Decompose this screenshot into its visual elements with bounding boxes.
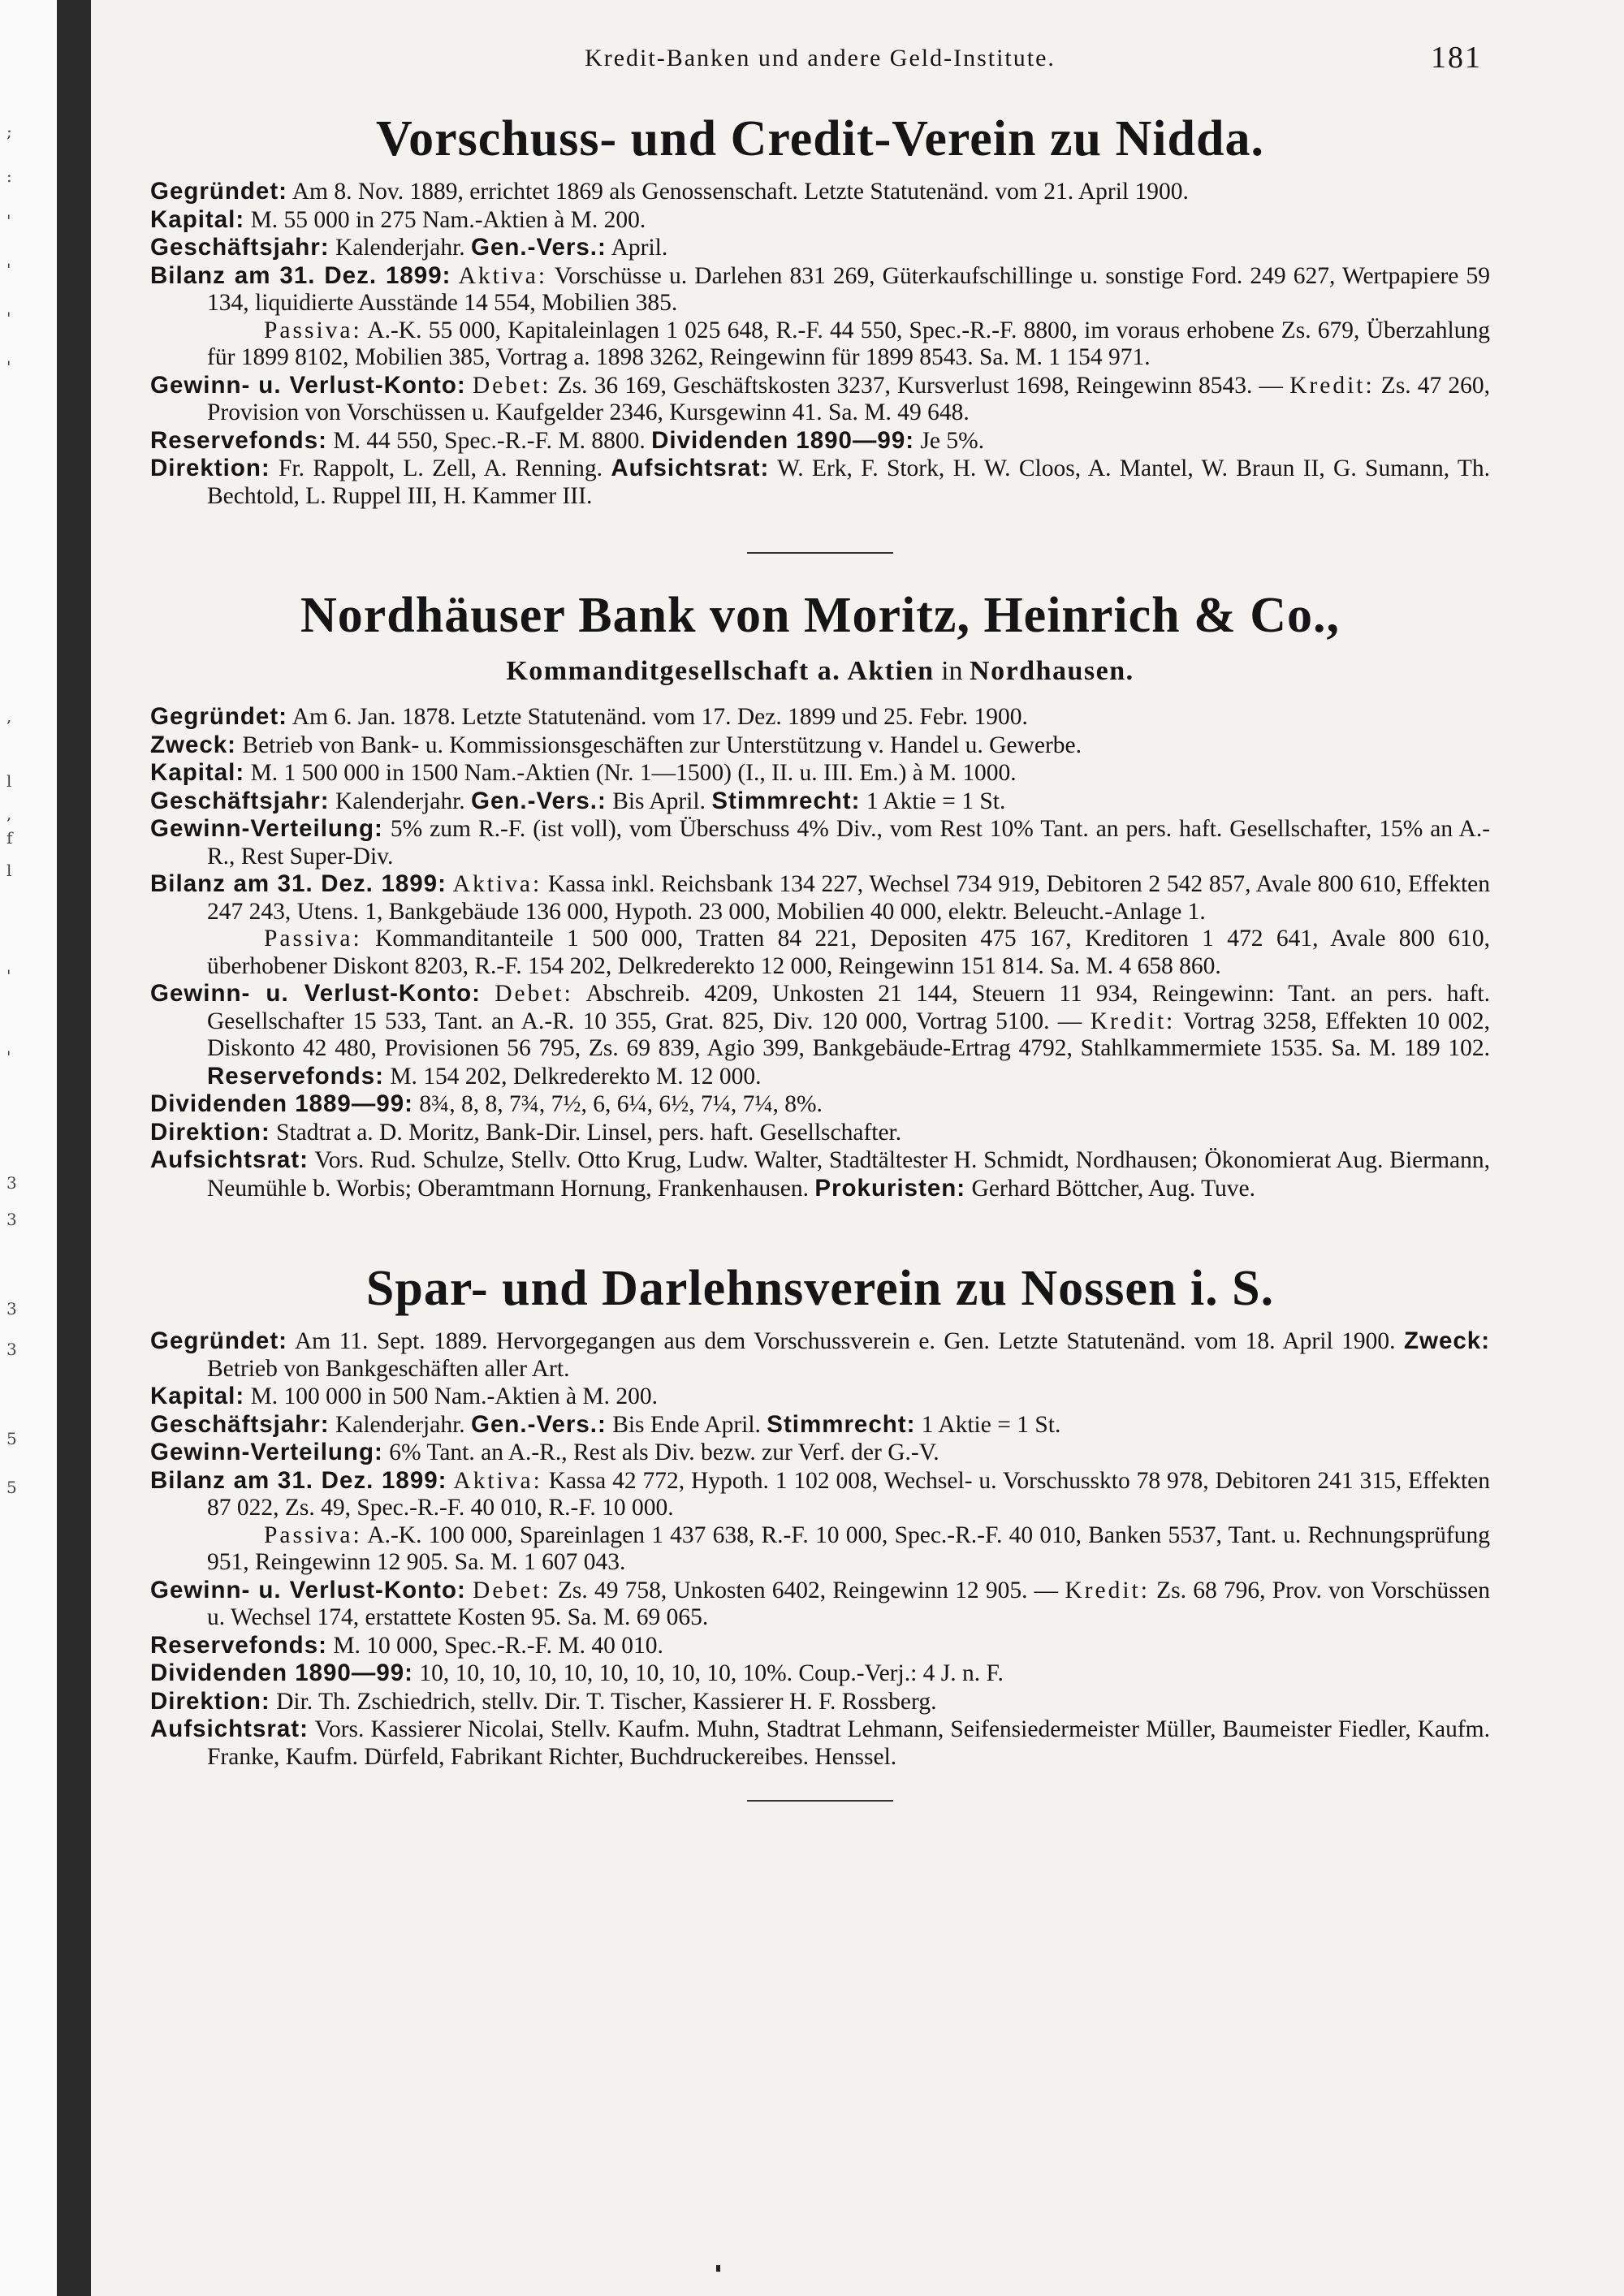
gutter-mark: 5 bbox=[6, 1429, 17, 1448]
fiscal-year-line: Geschäftsjahr: Kalenderjahr. Gen.-Vers.: Bis Ende April. Stimmrecht: 1 Aktie = 1 St. bbox=[150, 1410, 1061, 1438]
gutter-mark: 3 bbox=[6, 1340, 17, 1359]
purpose-line: Zweck: Betrieb von Bank- u. Kommissionsgeschäften zur Unterstützung v. Handel u. Gewerbe. bbox=[150, 731, 1082, 758]
entry-title: Vorschuss- und Credit-Verein zu Nidda. bbox=[376, 111, 1264, 166]
fiscal-year-line: Geschäftsjahr: Kalenderjahr. Gen.-Vers.: April. bbox=[150, 234, 668, 261]
fiscal-year-line: Geschäftsjahr: Kalenderjahr. Gen.-Vers.: Bis April. Stimmrecht: 1 Aktie = 1 St. bbox=[150, 787, 1006, 814]
gutter-mark: ' bbox=[6, 211, 11, 231]
gutter-marks bbox=[6, 0, 39, 2296]
balance-liabilities: Passiva: A.-K. 55 000, Kapitaleinlagen 1 025 648, R.-F. 44 550, Spec.-R.-F. 8800, im voraus erhobene Zs. 679, Überzahlung für 1899 8102, Mobilien 385, Vortrag a. 1898 3262, Reingewinn für 1899 8543. Sa. M. 1 154 971. bbox=[207, 317, 1491, 370]
balance-assets: Bilanz am 31. Dez. 1899: Aktiva: Kassa inkl. Reichsbank 134 227, Wechsel 734 919, Debitoren 2 542 857, Avale 800 610, Effekten 247 243, Utens. 1, Bankgebäude 136 000, Hypoth. 23 000, Mobilien 40 000, elektr. Beleucht.-Anlage 1. bbox=[150, 870, 1490, 925]
reserve-line: Reservefonds: M. 10 000, Spec.-R.-F. M. 40 010. bbox=[150, 1631, 663, 1659]
gutter-mark: 3 bbox=[6, 1210, 17, 1229]
book-binding-gutter bbox=[57, 0, 91, 2296]
gutter-mark: l bbox=[6, 771, 12, 791]
balance-liabilities: Passiva: Kommanditanteile 1 500 000, Tratten 84 221, Depositen 475 167, Kreditoren 1 472 641, Avale 800 610, überhobener Diskont 8203, R.-F. 154 202, Delkrederekto 12 000, Reingewinn 151 814. Sa. M. 4 658 860. bbox=[207, 926, 1491, 979]
capital-line: Kapital: M. 100 000 in 500 Nam.-Aktien à M. 200. bbox=[150, 1383, 659, 1409]
page-number: 181 bbox=[1431, 41, 1482, 75]
profit-distribution-line: Gewinn-Verteilung: 6% Tant. an A.-R., Rest als Div. bezw. zur Verf. der G.-V. bbox=[150, 1439, 939, 1465]
profit-distribution-line: Gewinn-Verteilung: 5% zum R.-F. (ist voll), vom Überschuss 4% Div., vom Rest 10% Tant. an pers. haft. Gesellschafter, 15% an A.-R., Rest Super-Div. bbox=[150, 815, 1491, 870]
gutter-mark: 5 bbox=[6, 1478, 17, 1497]
gutter-mark: ' bbox=[6, 309, 11, 328]
gutter-mark: : bbox=[6, 166, 12, 186]
capital-line: Kapital: M. 55 000 in 275 Nam.-Aktien à M. 200. bbox=[150, 205, 646, 233]
founded-line: Gegründet: Am 8. Nov. 1889, errichtet 1869 als Genossenschaft. Letzte Statutenänd. vom 21. April 1900. bbox=[150, 178, 1189, 205]
entry-nordhaeuser-bank bbox=[150, 586, 1490, 1202]
reserve-dividends-line: Reservefonds: M. 44 550, Spec.-R.-F. M. 8800. Dividenden 1890—99: Je 5%. bbox=[150, 426, 985, 454]
gutter-mark: , bbox=[6, 706, 12, 726]
balance-liabilities: Passiva: A.-K. 100 000, Spareinlagen 1 437 638, R.-F. 10 000, Spec.-R.-F. 40 010, Banken 5537, Tant. u. Rechnungsprüfung 951, Reingewinn 12 905. Sa. M. 1 607 043. bbox=[207, 1521, 1490, 1575]
entry-nidda bbox=[150, 110, 1490, 510]
book-page bbox=[150, 41, 1491, 1834]
gutter-mark: 3 bbox=[6, 1299, 17, 1318]
founded-line: Gegründet: Am 6. Jan. 1878. Letzte Statutenänd. vom 17. Dez. 1899 und 25. Febr. 1900. bbox=[150, 703, 1028, 730]
founded-line: Gegründet: Am 11. Sept. 1889. Hervorgegangen aus dem Vorschussverein e. Gen. Letzte Statutenänd. vom 18. April 1900. Zweck: Betrieb von Bankgeschäften aller Art. bbox=[150, 1327, 1491, 1382]
profit-loss-account: Gewinn- u. Verlust-Konto: Debet: Zs. 36 169, Geschäftskosten 3237, Kursverlust 1698, Reingewinn 8543. — Kredit: Zs. 47 260, Provision von Vorschüssen u. Kaufgelder 2346, Kursgewinn 41. Sa. M. 49 648. bbox=[150, 371, 1491, 425]
running-head bbox=[150, 41, 1490, 93]
section-separator bbox=[747, 552, 893, 554]
gutter-mark: ; bbox=[6, 122, 12, 141]
print-speck bbox=[716, 2265, 720, 2272]
supervisory-board-line: Aufsichtsrat: Vors. Rud. Schulze, Stellv. Otto Krug, Ludw. Walter, Stadtältester H. Schmidt, Nordhausen; Ökonomierat Aug. Biermann, Neumühle b. Worbis; Oberamtmann Hornung, Frankenhausen. Prokuristen: Gerhard Böttcher, Aug. Tuve. bbox=[150, 1146, 1490, 1202]
section-separator bbox=[747, 1800, 893, 1802]
gutter-mark: ' bbox=[6, 357, 11, 377]
balance-assets: Bilanz am 31. Dez. 1899: Aktiva: Kassa 42 772, Hypoth. 1 102 008, Wechsel- u. Vorschusskto 78 978, Debitoren 241 315, Effekten 87 022, Zs. 49, Spec.-R.-F. 40 010, R.-F. 10 000. bbox=[150, 1466, 1490, 1521]
gutter-mark: , bbox=[6, 804, 12, 823]
profit-loss-account: Gewinn- u. Verlust-Konto: Debet: Abschreib. 4209, Unkosten 21 144, Steuern 11 934, Reingewinn: Tant. an pers. haft. Gesellschafter 15 533, Tant. an A.-R. 10 355, Grat. 825, Div. 120 000, Vortrag 5100. — Kredit: Vortrag 3258, Effekten 10 002, Diskonto 42 480, Provisionen 56 795, Zs. 69 839, Agio 399, Bankgebäude-Ertrag 4792, Stahlkammermiete 1535. Sa. M. 189 102. Reservefonds: M. 154 202, Delkrederekto M. 12 000. bbox=[150, 980, 1491, 1090]
balance-assets: Bilanz am 31. Dez. 1899: Aktiva: Vorschüsse u. Darlehen 831 269, Güterkaufschillinge u. sonstige Ford. 249 627, Wertpapiere 59 134, liquidierte Ausstände 14 554, Mobilien 385. bbox=[150, 261, 1491, 316]
gutter-mark: f bbox=[6, 828, 13, 848]
entry-title: Nordhäuser Bank von Moritz, Heinrich & Co., bbox=[300, 588, 1341, 643]
entry-subtitle: Kommanditgesellschaft a. Aktien in Nordhausen. bbox=[506, 656, 1134, 686]
profit-loss-account: Gewinn- u. Verlust-Konto: Debet: Zs. 49 758, Unkosten 6402, Reingewinn 12 905. — Kredit: Zs. 68 796, Prov. von Vorschüssen u. Wechsel 174, erstattete Kosten 95. Sa. M. 69 065. bbox=[150, 1576, 1490, 1630]
gutter-mark: ' bbox=[6, 260, 11, 279]
entry-nossen bbox=[150, 1259, 1490, 1771]
entry-title: Spar- und Darlehnsverein zu Nossen i. S. bbox=[365, 1261, 1275, 1316]
management-line: Direktion: Stadtrat a. D. Moritz, Bank-Dir. Linsel, pers. haft. Gesellschafter. bbox=[150, 1118, 902, 1146]
running-title: Kredit-Banken und andere Geld-Institute. bbox=[585, 45, 1056, 71]
supervisory-board-line: Aufsichtsrat: Vors. Kassierer Nicolai, Stellv. Kaufm. Muhn, Stadtrat Lehmann, Seifensiedermeister Müller, Baumeister Fiedler, Kaufm. Franke, Kaufm. Dürfeld, Fabrikant Richter, Buchdruckereibes. Henssel. bbox=[150, 1716, 1490, 1770]
gutter-mark: l bbox=[6, 861, 12, 880]
capital-line: Kapital: M. 1 500 000 in 1500 Nam.-Aktien (Nr. 1—1500) (I., II. u. III. Em.) à M. 1000. bbox=[150, 759, 1017, 786]
gutter-mark: 3 bbox=[6, 1173, 17, 1193]
board-line: Direktion: Fr. Rappolt, L. Zell, A. Renning. Aufsichtsrat: W. Erk, F. Stork, H. W. Cloos, A. Mantel, W. Braun II, G. Sumann, Th. Bechtold, L. Ruppel III, H. Kammer III. bbox=[150, 455, 1491, 509]
dividends-line: Dividenden 1890—99: 10, 10, 10, 10, 10, 10, 10, 10, 10, 10%. Coup.-Verj.: 4 J. n. F. bbox=[150, 1659, 1004, 1686]
gutter-mark: ' bbox=[6, 1047, 11, 1067]
management-line: Direktion: Dir. Th. Zschiedrich, stellv. Dir. T. Tischer, Kassierer H. F. Rossberg. bbox=[150, 1687, 937, 1715]
gutter-mark: ' bbox=[6, 966, 11, 986]
dividends-line: Dividenden 1889—99: 8¾, 8, 8, 7¾, 7½, 6, 6¼, 6½, 7¼, 7¼, 8%. bbox=[150, 1090, 823, 1117]
